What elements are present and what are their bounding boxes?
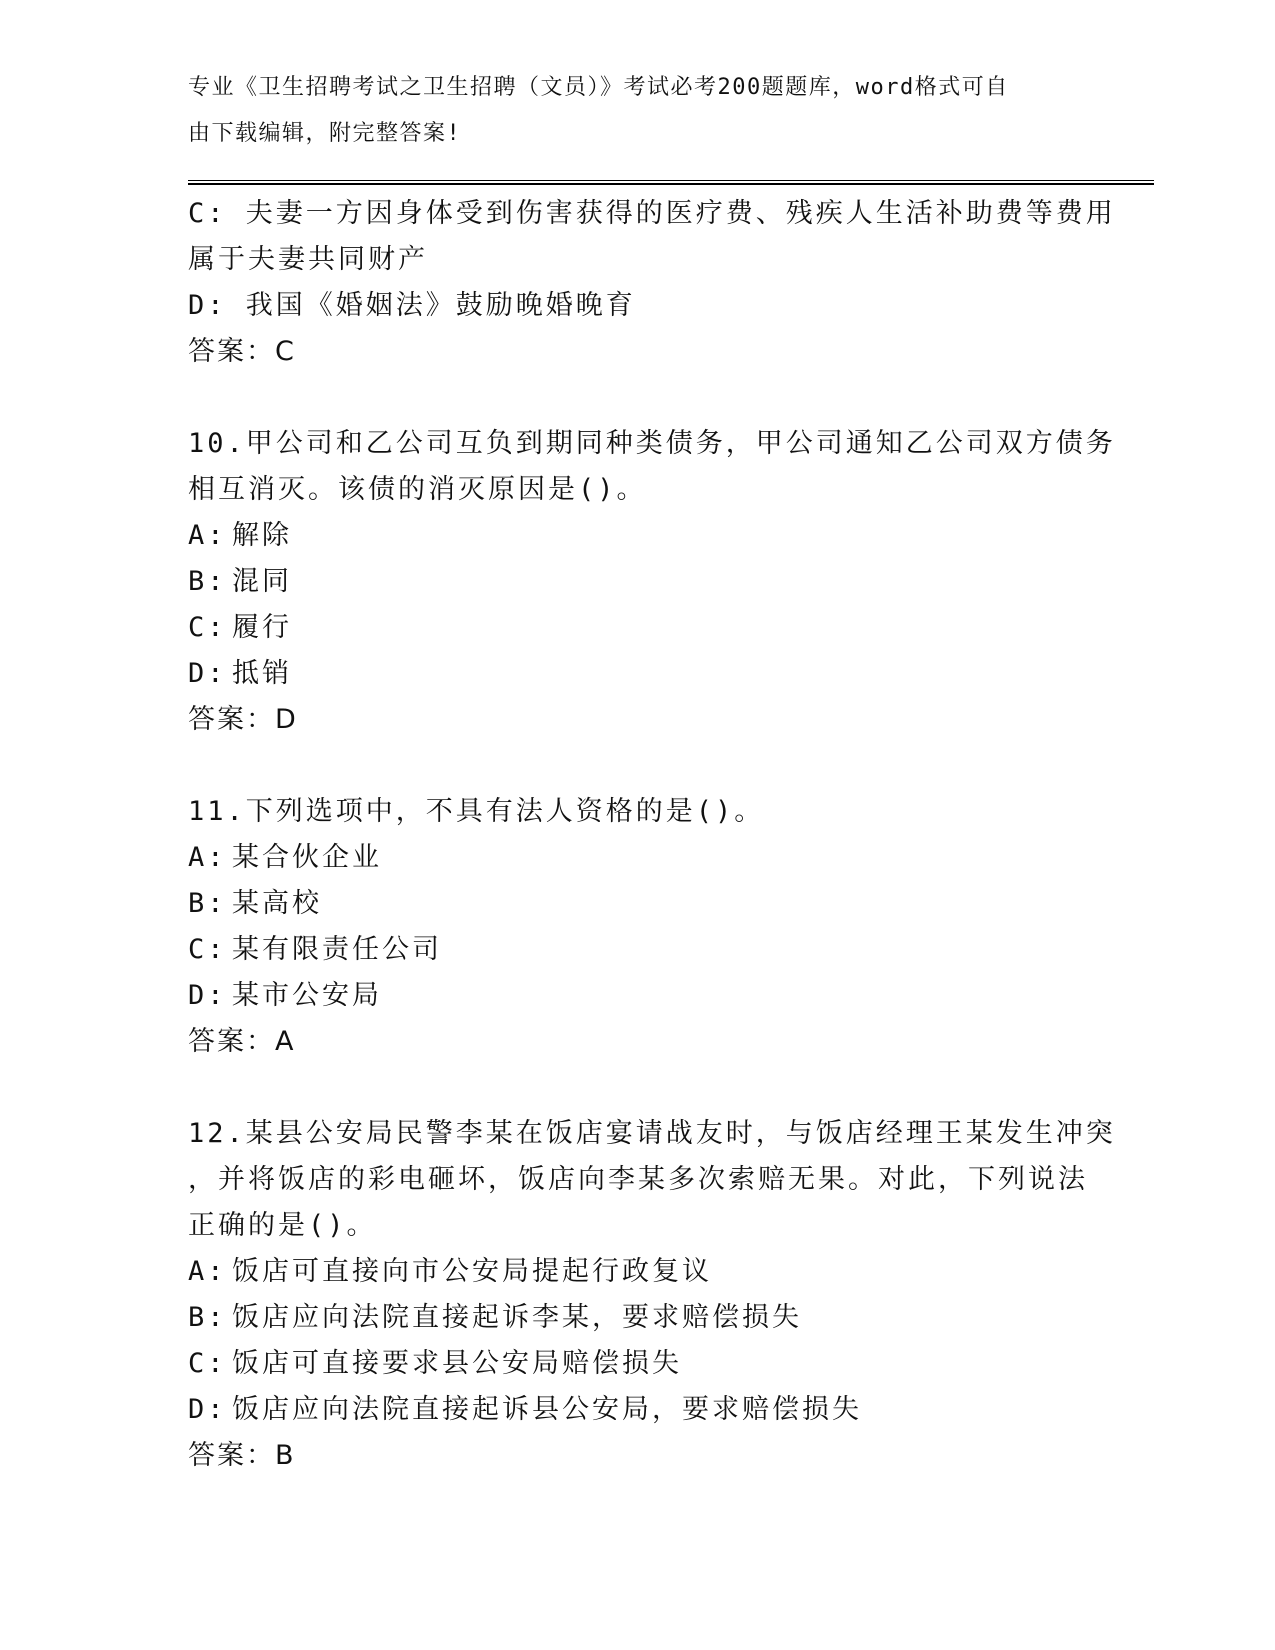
option-key: D: — [188, 980, 227, 1011]
option-line — [188, 1295, 1088, 1341]
question-stem: ，并将饭店的彩电砸坏，饭店向李某多次索赔无果。对此，下列说法 — [188, 1164, 1088, 1195]
option-text: 某市公安局 — [232, 980, 382, 1011]
option-line — [188, 973, 1088, 1019]
question-stem: 10.甲公司和乙公司互负到期同种类债务，甲公司通知乙公司双方债务 — [188, 428, 1116, 459]
option-line — [188, 1387, 1088, 1433]
option-key: B: — [188, 566, 227, 597]
option-key: D: — [188, 1394, 227, 1425]
option-text: 某合伙企业 — [232, 842, 382, 873]
document-header — [188, 72, 1088, 164]
option-line — [188, 881, 1088, 927]
answer-line: 答案：A — [188, 1026, 296, 1057]
option-key: C: — [188, 934, 227, 965]
header-line: 由下载编辑，附完整答案! — [188, 121, 462, 146]
option-line — [188, 835, 1088, 881]
question-content — [188, 191, 1116, 1479]
option-line — [188, 1341, 1088, 1387]
option-key: A: — [188, 520, 227, 551]
header-divider-thin — [188, 180, 1154, 181]
question-block — [188, 1111, 1116, 1479]
option-text: 某高校 — [232, 888, 322, 919]
previous-question-tail — [188, 191, 1116, 375]
option-line — [188, 513, 1088, 559]
option-line: 属于夫妻共同财产 — [188, 244, 428, 275]
option-text: 饭店可直接要求县公安局赔偿损失 — [232, 1348, 682, 1379]
option-text: 混同 — [232, 566, 292, 597]
option-text: 饭店应向法院直接起诉李某，要求赔偿损失 — [232, 1302, 802, 1333]
question-stem: 12.某县公安局民警李某在饭店宴请战友时，与饭店经理王某发生冲突 — [188, 1118, 1116, 1149]
option-text: 某有限责任公司 — [232, 934, 442, 965]
option-line — [188, 559, 1088, 605]
header-divider-thick — [188, 183, 1154, 185]
option-text: 饭店可直接向市公安局提起行政复议 — [232, 1256, 712, 1287]
question-spacer — [188, 1065, 1088, 1111]
question-stem: 11.下列选项中，不具有法人资格的是()。 — [188, 796, 765, 827]
option-key: D: — [188, 658, 227, 689]
option-key: C: — [188, 1348, 227, 1379]
option-line: D: 我国《婚姻法》鼓励晚婚晚育 — [188, 290, 636, 321]
option-key: B: — [188, 888, 227, 919]
option-key: B: — [188, 1302, 227, 1333]
question-spacer — [188, 743, 1088, 789]
answer-line: 答案：C — [188, 336, 296, 367]
option-text: 饭店应向法院直接起诉县公安局，要求赔偿损失 — [232, 1394, 862, 1425]
question-stem: 相互消灭。该债的消灭原因是()。 — [188, 474, 647, 505]
answer-line: 答案：B — [188, 1440, 296, 1471]
option-line — [188, 651, 1088, 697]
option-key: A: — [188, 842, 227, 873]
option-line — [188, 605, 1088, 651]
option-key: A: — [188, 1256, 227, 1287]
question-stem: 正确的是()。 — [188, 1210, 377, 1241]
option-text: 解除 — [232, 520, 292, 551]
option-text: 抵销 — [232, 658, 292, 689]
option-text: 履行 — [232, 612, 292, 643]
option-line: C: 夫妻一方因身体受到伤害获得的医疗费、残疾人生活补助费等费用 — [188, 198, 1116, 229]
answer-line: 答案：D — [188, 704, 298, 735]
question-block — [188, 421, 1116, 743]
question-block — [188, 789, 1088, 1065]
option-line — [188, 1249, 1088, 1295]
question-spacer — [188, 375, 1088, 421]
option-line — [188, 927, 1088, 973]
header-line: 专业《卫生招聘考试之卫生招聘（文员）》考试必考200题题库，word格式可自 — [188, 75, 1009, 100]
option-key: C: — [188, 612, 227, 643]
